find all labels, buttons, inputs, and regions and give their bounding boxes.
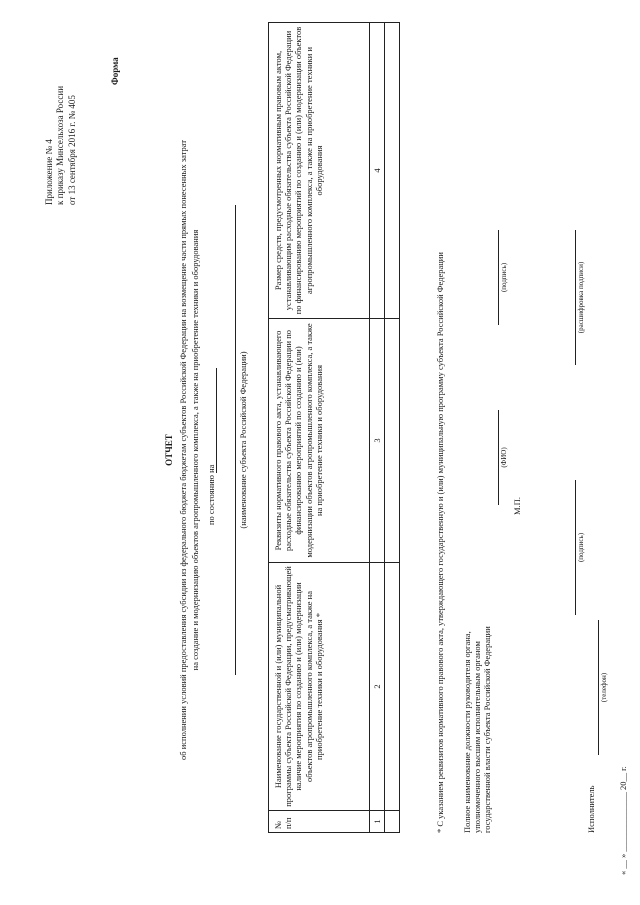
executor-signature-caption: (подпись) [577,532,585,563]
column-number: 4 [370,23,385,319]
appendix-date: от 13 сентября 2016 г. № 405 [66,95,77,205]
header-program: Наименование государственной и (или) муниципальной программы субъекта Российской Федерации, предусматривающей наличие мероприятия по созданию и (или) модернизации объектов агропромышленного комплекса, а также на приобретение техники и оборудования * [269,563,370,811]
executor-decode-line [575,230,576,365]
column-number: 3 [370,319,385,563]
signatory-line-3: государственной власти субъекта Российской Федерации [482,626,493,833]
table-cell [385,563,400,811]
header-act-details: Реквизиты нормативного правового акта, устанавливающего расходные обязательства субъекта Российской Федерации по финансированию мероприятий по созданию и (или) модернизации объектов агропромышленного комплекса, а также на приобретение техники и оборудования [269,319,370,563]
executor-phone-caption: (телефон) [600,672,608,703]
report-title: ОТЧЕТ [164,434,174,466]
column-number: 1 [370,811,385,833]
fio-line [498,410,499,505]
executor-phone-line [598,620,599,755]
signatory-line-1: Полное наименование должности руководителя органа, [462,631,472,833]
executor-label: Исполнитель [586,785,596,833]
footnote: * С указанием реквизитов нормативного правового акта, утверждающего государственную и (или) муниципальную программу субъекта Российской Федерации [435,252,445,833]
header-funds-amount: Размер средств, предусмотренных нормативным правовым актом, устанавливающим расходные обязательства субъекта Российской Федерации по финансированию мероприятий по созданию и (или) модернизации объектов агропромышленного комплекса, а также на приобретение техники и оборудования [269,23,370,319]
table-cell [385,23,400,319]
signatory-signature-line [498,230,499,325]
report-subtitle-2: на создание и модернизацию объектов агропромышленного комплекса, а также на приобретение техники и оборудования [190,229,200,671]
header-number: № п/п [269,811,370,833]
appendix-header [44,15,78,205]
report-table [268,22,400,833]
subject-caption: (наименование субъекта Российской Федерации) [238,351,248,529]
as-of-label: по состоянию на [206,464,216,525]
subject-name-line [235,205,236,675]
appendix-order: к приказу Минсельхоза России [55,85,66,205]
executor-date: « __ » ______________ 20__ г. [618,766,628,875]
column-number: 2 [370,563,385,811]
table-header-row [269,23,370,833]
signatory-position [462,523,493,833]
report-subtitle-1: об исполнении условий предоставления субсидии из федерального бюджета бюджетам субъектов Российской Федерации на возмещение части прямых понесенных затрат [178,140,188,760]
form-label: Форма [110,57,120,85]
signatory-signature-caption: (подпись) [500,262,508,293]
as-of-date-line [216,368,217,473]
appendix-number: Приложение № 4 [44,139,54,205]
executor-signature-line [575,480,576,615]
table-row [385,23,400,833]
signatory-line-2: уполномоченного высшим исполнительным органом [472,641,483,833]
table-column-numbers-row [370,23,385,833]
table-cell [385,811,400,833]
fio-caption: (ФИО) [500,447,508,468]
stamp-label: М.П. [512,497,522,515]
table-cell [385,319,400,563]
executor-decode-caption: (расшифровка подписи) [577,261,585,334]
